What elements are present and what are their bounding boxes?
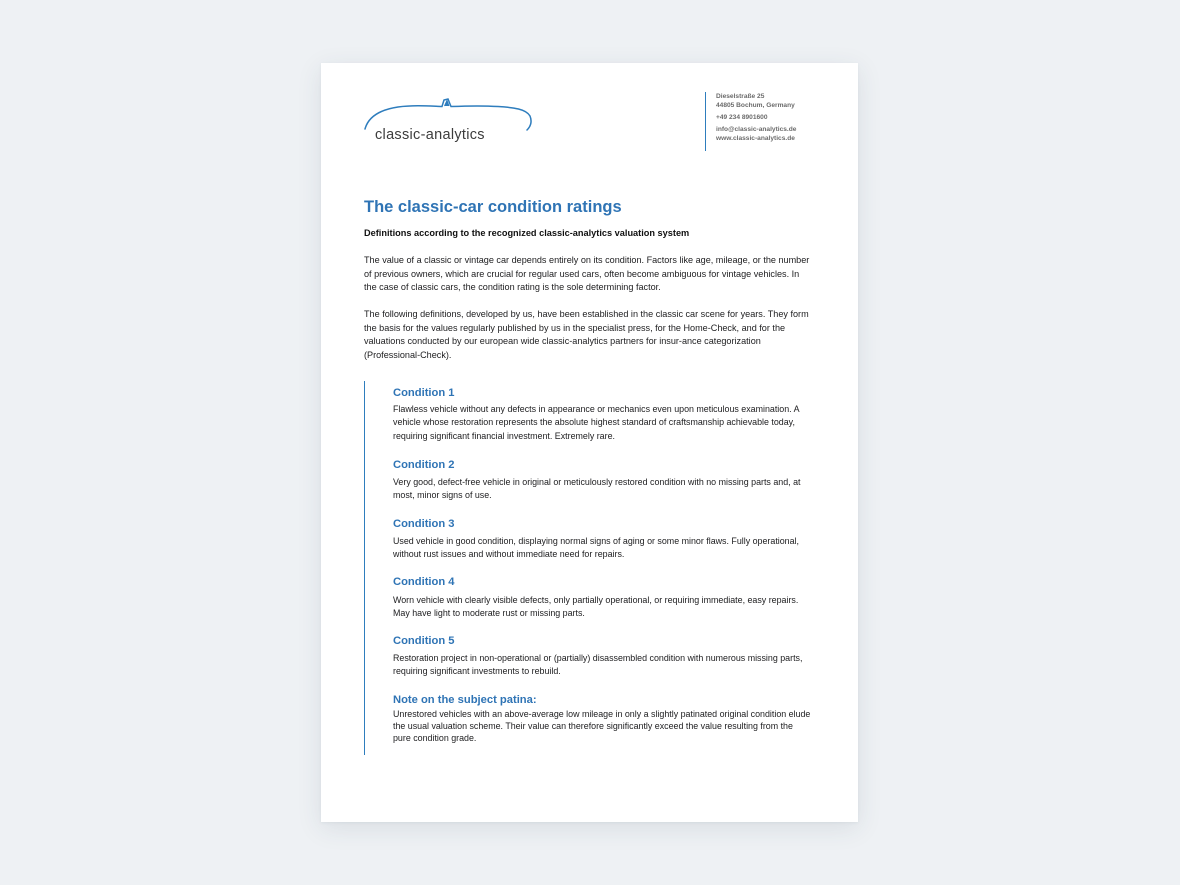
contact-phone: +49 234 8901600 [716, 114, 768, 121]
condition-title: Condition 1 [393, 387, 455, 399]
condition-description: Flawless vehicle without any defects in appearance or mechanics even upon meticulous examination. A vehicle whose restoration represents the absolute highest standard of craftsmanship achievable today, requiring significant financial investment. Extremely rare. [393, 404, 800, 441]
conditions-list [364, 381, 813, 755]
condition-title: Condition 3 [393, 518, 455, 530]
condition-title: Condition 5 [393, 635, 455, 647]
company-logo [364, 96, 534, 146]
condition-description: Worn vehicle with clearly visible defects, only partially operational, or requiring immediate, easy repairs. May have light to moderate rust or missing parts. [393, 595, 799, 619]
document-subtitle: Definitions according to the recognized classic-analytics valuation system [364, 228, 690, 238]
condition-item-1 [393, 387, 811, 443]
condition-title: Condition 2 [393, 459, 455, 471]
patina-note-title: Note on the subject patina: [393, 694, 537, 706]
patina-note [393, 694, 811, 744]
contact-block [705, 92, 796, 151]
contact-city: 44805 Bochum, Germany [716, 102, 795, 109]
document-page [321, 63, 858, 822]
condition-title: Condition 4 [393, 576, 455, 588]
condition-description: Very good, defect-free vehicle in original or meticulously restored condition with no missing parts and, at most, minor signs of use. [393, 477, 801, 501]
logo-wordmark: classic-analytics [375, 127, 485, 143]
document-title: The classic-car condition ratings [364, 198, 622, 216]
contact-website[interactable]: www.classic-analytics.de [716, 135, 795, 142]
condition-description: Restoration project in non-operational or (partially) disassembled condition with numerous missing parts, requiring significant investments to rebuild. [393, 653, 803, 677]
condition-item-3 [393, 518, 811, 562]
intro-paragraph: The value of a classic or vintage car depends entirely on its condition. Factors like age, mileage, or the number of previous owners, which are crucial for regular used cars, often become ambiguous for vintage vehicles. In the case of classic cars, the condition rating is the sole determining factor. [364, 255, 810, 293]
definitions-paragraph: The following definitions, developed by us, have been established in the classic car scene for years. They form the basis for the values regularly published by us in the specialist press, for the Home-Check, and for the valuations conducted by our european wide classic-analytics partners for insur-ance categorization (Professional-Check). [364, 309, 809, 360]
condition-description: Used vehicle in good condition, displaying normal signs of aging or some minor flaws. Fully operational, without rust issues and without immediate need for repairs. [393, 536, 799, 560]
condition-item-5 [393, 635, 811, 679]
condition-item-4 [393, 576, 811, 621]
condition-item-2 [393, 459, 811, 503]
contact-email[interactable]: info@classic-analytics.de [716, 126, 797, 133]
contact-street: Dieselstraße 25 [716, 93, 765, 100]
patina-note-text: Unrestored vehicles with an above-average low mileage in only a slightly patinated original condition elude the usual valuation scheme. Their value can therefore significantly exceed the value resulting from the pure condition grade. [393, 709, 811, 743]
